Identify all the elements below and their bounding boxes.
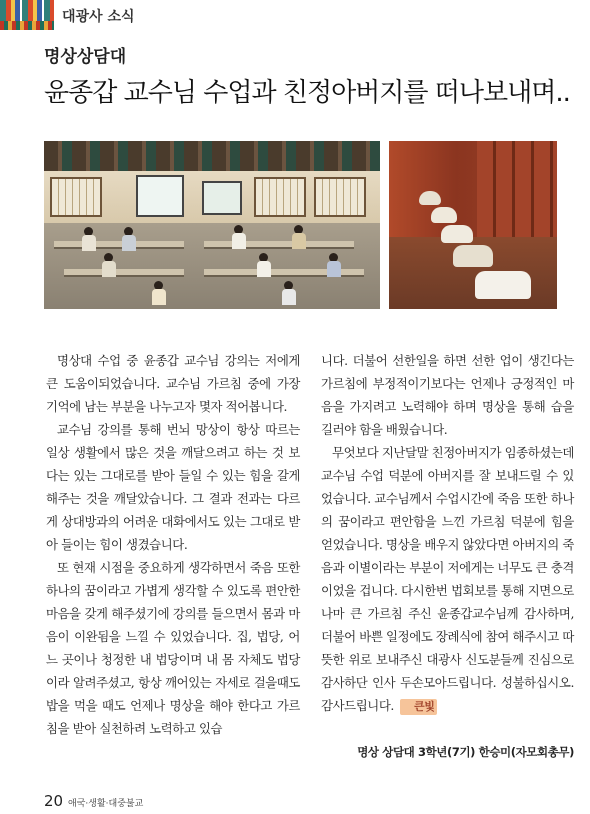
projection-screen xyxy=(136,175,184,217)
body-paragraph xyxy=(321,441,574,717)
article-body-left-column xyxy=(46,349,300,740)
page-header xyxy=(0,0,590,30)
body-paragraph: 명상대 수업 중 윤종갑 교수님 강의는 저에게 큰 도움이되었습니다. 교수님 가르침 중에 가장 기억에 남는 부분을 나누고자 몇자 적어봅니다. xyxy=(46,353,300,414)
section-name: 대광사 소식 xyxy=(62,9,135,25)
body-paragraph: 교수님 강의를 통해 번뇌 망상이 항상 따르는 일상 생활에서 많은 것을 깨달으려고 하는 것 보다는 있는 그대로를 받아 들일 수 있는 힘을 갈게 해주는 것을 깨달았습니다. 그 결과 전과는 다르게 상대방과의 어려운 대화에서도 있는 그대로 받아 들이는 힘이 생겼습니다. xyxy=(46,422,300,552)
dancheong-pattern-decoration xyxy=(0,0,54,30)
publication-motto: 애국·생활·대중불교 xyxy=(68,799,144,809)
lecture-hall-photo xyxy=(44,141,380,309)
author-byline: 명상 상담대 3학년(7기) 한승미(자모회총무) xyxy=(357,745,574,759)
article-kicker: 명상상담대 xyxy=(44,47,127,67)
body-paragraph: 또 현재 시점을 중요하게 생각하면서 죽음 또한 하나의 꿈이라고 가볍게 생각할 수 있도록 편안한 마음을 갖게 해주셨기에 강의를 들으면서 몸과 마음이 이완됨을 느낄 수 있었습니다. 집, 법당, 어느 곳이나 청정한 내 법당이며 내 몸 자체도 법당이라 알려주셨고, 항상 깨어있는 자세로 걸을때도 밥을 먹을 때도 언제나 명상을 해야 한다고 가르침을 받아 실천하려 노력하고 있습 xyxy=(46,560,300,736)
closing-paragraph-text: 무엇보다 지난달말 친정아버지가 임종하셨는데 교수님 수업 덕분에 아버지를 잘 보내드릴 수 있었습니다. 교수님께서 수업시간에 죽음 또한 하나의 꿈이라고 편안함을 느낀 가르침 덕분에 힘을 얻었습니다. 명상을 배우지 않았다면 아버지의 죽음과 이별이라는 부분이 저에게는 너무도 큰 충격이었을 겁니다. 다시한번 법회보를 통해 지면으로 나마 큰 가르침 주신 윤종갑교수님께 감사하며, 더불어 바쁜 일정에도 장례식에 참여 해주시고 따뜻한 위로 보내주신 대광사 신도분들께 진심으로 감사하단 인사 두손모아드립니다. 성불하십시오. 감사드립니다. xyxy=(321,445,575,713)
body-paragraph: 니다. 더불어 선한일을 하면 선한 업이 생긴다는 가르침에 부정적이기보다는 언제나 긍정적인 마음을 가지려고 노력해야 하며 명상을 통해 습을 길러야 함을 배웠습니다. xyxy=(321,353,574,437)
article-title: 윤종갑 교수님 수업과 친정아버지를 떠나보내며.. xyxy=(44,78,570,108)
prostration-practice-photo xyxy=(389,141,557,309)
page-number: 20 xyxy=(44,792,64,810)
article-body-right-column xyxy=(321,349,574,717)
end-mark-badge: 큰빛 xyxy=(400,699,437,715)
